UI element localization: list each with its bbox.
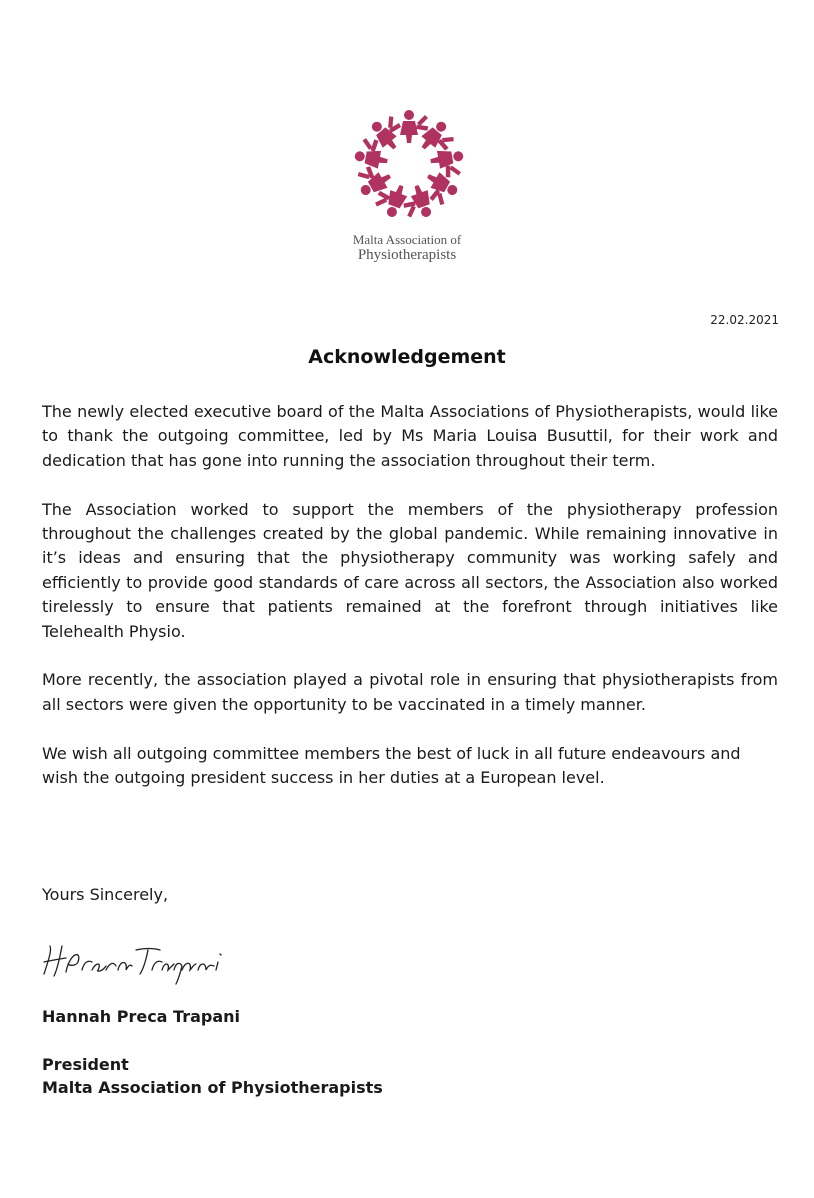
org-name-line2: Physiotherapists <box>357 247 457 263</box>
paragraph-thanks: The newly elected executive board of the Malta Associations of Physiotherapists, would like to thank the outgoing committee, led by Ms Maria Louisa Busuttil, for their work and dedication that has gone into running the association throughout their term. <box>42 402 778 470</box>
letter-date: 22.02.2021 <box>710 313 779 327</box>
org-name-line1: Malta Association of <box>352 232 462 247</box>
association-logo <box>344 100 474 230</box>
signer-name: Hannah Preca Trapani <box>42 1007 241 1026</box>
handwritten-signature <box>40 940 230 985</box>
closing-salutation: Yours Sincerely, <box>42 885 169 904</box>
signer-organization: Malta Association of Physiotherapists <box>42 1078 383 1097</box>
signer-role: President <box>42 1055 129 1074</box>
page-title: Acknowledgement <box>308 346 506 368</box>
paragraph-wishes: We wish all outgoing committee members the best of luck in all future endeavours and wish the outgoing president success in her duties at a European level. <box>42 743 741 788</box>
letter-body <box>42 400 778 815</box>
paragraph-vaccination: More recently, the association played a pivotal role in ensuring that physiotherapists from all sectors were given the opportunity to be vaccinated in a timely manner. <box>42 670 778 714</box>
paragraph-pandemic: The Association worked to support the members of the physiotherapy profession throughout the challenges created by the global pandemic. While remaining innovative in it’s ideas and ensuring that the physiotherapy community was working safely and efficiently to provide good standards of care across all sectors, the Association also worked tirelessly to ensure that patients remained at the forefront through initiatives like Telehealth Physio. <box>42 499 778 641</box>
